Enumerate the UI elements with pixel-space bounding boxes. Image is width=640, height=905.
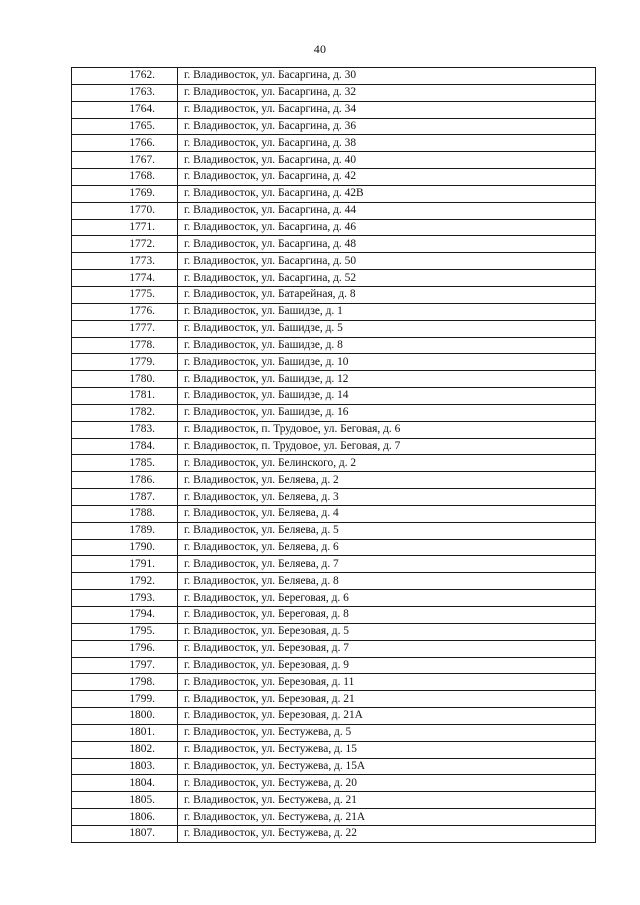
row-number-cell: 1791. (72, 556, 178, 573)
row-number-cell: 1779. (72, 354, 178, 371)
row-number-cell: 1793. (72, 590, 178, 607)
row-number-cell: 1794. (72, 607, 178, 624)
row-number-cell: 1773. (72, 253, 178, 270)
table-row (72, 286, 596, 303)
address-cell: г. Владивосток, ул. Басаргина, д. 50 (178, 253, 596, 270)
row-number-cell: 1790. (72, 539, 178, 556)
row-number-cell: 1766. (72, 135, 178, 152)
row-number-cell: 1803. (72, 758, 178, 775)
row-number-cell: 1795. (72, 623, 178, 640)
address-cell: г. Владивосток, ул. Березовая, д. 9 (178, 657, 596, 674)
address-cell: г. Владивосток, ул. Березовая, д. 21 (178, 691, 596, 708)
table-row (72, 68, 596, 85)
table-row (72, 404, 596, 421)
address-cell: г. Владивосток, п. Трудовое, ул. Беговая, д. 7 (178, 438, 596, 455)
row-number-cell: 1788. (72, 505, 178, 522)
table-row (72, 623, 596, 640)
row-number-cell: 1775. (72, 286, 178, 303)
row-number-cell: 1782. (72, 404, 178, 421)
address-cell: г. Владивосток, ул. Басаргина, д. 46 (178, 219, 596, 236)
table-row (72, 135, 596, 152)
table-row (72, 388, 596, 405)
row-number-cell: 1802. (72, 741, 178, 758)
address-cell: г. Владивосток, ул. Бестужева, д. 15А (178, 758, 596, 775)
row-number-cell: 1805. (72, 792, 178, 809)
address-cell: г. Владивосток, ул. Березовая, д. 7 (178, 640, 596, 657)
address-cell: г. Владивосток, ул. Басаргина, д. 40 (178, 152, 596, 169)
address-cell: г. Владивосток, ул. Береговая, д. 6 (178, 590, 596, 607)
address-cell: г. Владивосток, ул. Беляева, д. 7 (178, 556, 596, 573)
table-row (72, 657, 596, 674)
address-cell: г. Владивосток, ул. Басаргина, д. 34 (178, 101, 596, 118)
address-cell: г. Владивосток, ул. Басаргина, д. 48 (178, 236, 596, 253)
table-row (72, 758, 596, 775)
address-cell: г. Владивосток, ул. Башидзе, д. 10 (178, 354, 596, 371)
table-row (72, 775, 596, 792)
table-row (72, 169, 596, 186)
address-cell: г. Владивосток, п. Трудовое, ул. Беговая, д. 6 (178, 421, 596, 438)
table-row (72, 270, 596, 287)
row-number-cell: 1781. (72, 388, 178, 405)
row-number-cell: 1807. (72, 825, 178, 842)
address-cell: г. Владивосток, ул. Басаргина, д. 32 (178, 84, 596, 101)
table-row (72, 573, 596, 590)
table-row (72, 505, 596, 522)
address-cell: г. Владивосток, ул. Береговая, д. 8 (178, 607, 596, 624)
row-number-cell: 1771. (72, 219, 178, 236)
table-row (72, 691, 596, 708)
row-number-cell: 1789. (72, 522, 178, 539)
address-cell: г. Владивосток, ул. Басаргина, д. 42В (178, 185, 596, 202)
row-number-cell: 1763. (72, 84, 178, 101)
address-cell: г. Владивосток, ул. Бестужева, д. 22 (178, 825, 596, 842)
table-row (72, 455, 596, 472)
row-number-cell: 1785. (72, 455, 178, 472)
table-row (72, 809, 596, 826)
address-cell: г. Владивосток, ул. Березовая, д. 11 (178, 674, 596, 691)
address-cell: г. Владивосток, ул. Беляева, д. 2 (178, 472, 596, 489)
address-cell: г. Владивосток, ул. Башидзе, д. 12 (178, 371, 596, 388)
table-row (72, 101, 596, 118)
address-cell: г. Владивосток, ул. Башидзе, д. 5 (178, 320, 596, 337)
address-cell: г. Владивосток, ул. Башидзе, д. 16 (178, 404, 596, 421)
table-row (72, 607, 596, 624)
table-row (72, 792, 596, 809)
row-number-cell: 1792. (72, 573, 178, 590)
table-row (72, 708, 596, 725)
table-row (72, 320, 596, 337)
row-number-cell: 1772. (72, 236, 178, 253)
row-number-cell: 1769. (72, 185, 178, 202)
address-cell: г. Владивосток, ул. Бестужева, д. 21 (178, 792, 596, 809)
table-row (72, 674, 596, 691)
table-row (72, 741, 596, 758)
table-row (72, 590, 596, 607)
table-row (72, 421, 596, 438)
table-row (72, 522, 596, 539)
address-table (71, 67, 596, 843)
address-cell: г. Владивосток, ул. Басаргина, д. 36 (178, 118, 596, 135)
address-cell: г. Владивосток, ул. Бестужева, д. 21А (178, 809, 596, 826)
address-cell: г. Владивосток, ул. Березовая, д. 21А (178, 708, 596, 725)
row-number-cell: 1765. (72, 118, 178, 135)
row-number-cell: 1777. (72, 320, 178, 337)
row-number-cell: 1801. (72, 724, 178, 741)
row-number-cell: 1783. (72, 421, 178, 438)
table-row (72, 472, 596, 489)
row-number-cell: 1784. (72, 438, 178, 455)
row-number-cell: 1806. (72, 809, 178, 826)
table-row (72, 219, 596, 236)
row-number-cell: 1764. (72, 101, 178, 118)
table-row (72, 185, 596, 202)
table-row (72, 556, 596, 573)
table-row (72, 236, 596, 253)
table-row (72, 724, 596, 741)
table-row (72, 202, 596, 219)
row-number-cell: 1800. (72, 708, 178, 725)
address-cell: г. Владивосток, ул. Батарейная, д. 8 (178, 286, 596, 303)
row-number-cell: 1787. (72, 489, 178, 506)
page-number: 40 (313, 42, 327, 56)
row-number-cell: 1799. (72, 691, 178, 708)
table-row (72, 152, 596, 169)
address-cell: г. Владивосток, ул. Башидзе, д. 14 (178, 388, 596, 405)
address-cell: г. Владивосток, ул. Бестужева, д. 20 (178, 775, 596, 792)
row-number-cell: 1798. (72, 674, 178, 691)
row-number-cell: 1774. (72, 270, 178, 287)
address-cell: г. Владивосток, ул. Белинского, д. 2 (178, 455, 596, 472)
table-row (72, 640, 596, 657)
row-number-cell: 1767. (72, 152, 178, 169)
row-number-cell: 1797. (72, 657, 178, 674)
address-table-body (72, 68, 596, 843)
table-row (72, 354, 596, 371)
address-cell: г. Владивосток, ул. Басаргина, д. 52 (178, 270, 596, 287)
table-row (72, 489, 596, 506)
table-row (72, 303, 596, 320)
row-number-cell: 1804. (72, 775, 178, 792)
table-row (72, 118, 596, 135)
address-cell: г. Владивосток, ул. Басаргина, д. 38 (178, 135, 596, 152)
address-cell: г. Владивосток, ул. Беляева, д. 4 (178, 505, 596, 522)
address-cell: г. Владивосток, ул. Басаргина, д. 30 (178, 68, 596, 85)
row-number-cell: 1762. (72, 68, 178, 85)
row-number-cell: 1786. (72, 472, 178, 489)
address-cell: г. Владивосток, ул. Басаргина, д. 44 (178, 202, 596, 219)
address-cell: г. Владивосток, ул. Бестужева, д. 5 (178, 724, 596, 741)
row-number-cell: 1776. (72, 303, 178, 320)
address-cell: г. Владивосток, ул. Башидзе, д. 1 (178, 303, 596, 320)
address-cell: г. Владивосток, ул. Беляева, д. 6 (178, 539, 596, 556)
address-cell: г. Владивосток, ул. Беляева, д. 5 (178, 522, 596, 539)
table-row (72, 438, 596, 455)
row-number-cell: 1770. (72, 202, 178, 219)
table-row (72, 825, 596, 842)
address-cell: г. Владивосток, ул. Бестужева, д. 15 (178, 741, 596, 758)
row-number-cell: 1768. (72, 169, 178, 186)
row-number-cell: 1780. (72, 371, 178, 388)
address-cell: г. Владивосток, ул. Башидзе, д. 8 (178, 337, 596, 354)
address-cell: г. Владивосток, ул. Басаргина, д. 42 (178, 169, 596, 186)
table-row (72, 337, 596, 354)
address-cell: г. Владивосток, ул. Беляева, д. 3 (178, 489, 596, 506)
address-cell: г. Владивосток, ул. Березовая, д. 5 (178, 623, 596, 640)
row-number-cell: 1796. (72, 640, 178, 657)
address-cell: г. Владивосток, ул. Беляева, д. 8 (178, 573, 596, 590)
table-row (72, 539, 596, 556)
table-row (72, 84, 596, 101)
table-row (72, 253, 596, 270)
row-number-cell: 1778. (72, 337, 178, 354)
table-row (72, 371, 596, 388)
